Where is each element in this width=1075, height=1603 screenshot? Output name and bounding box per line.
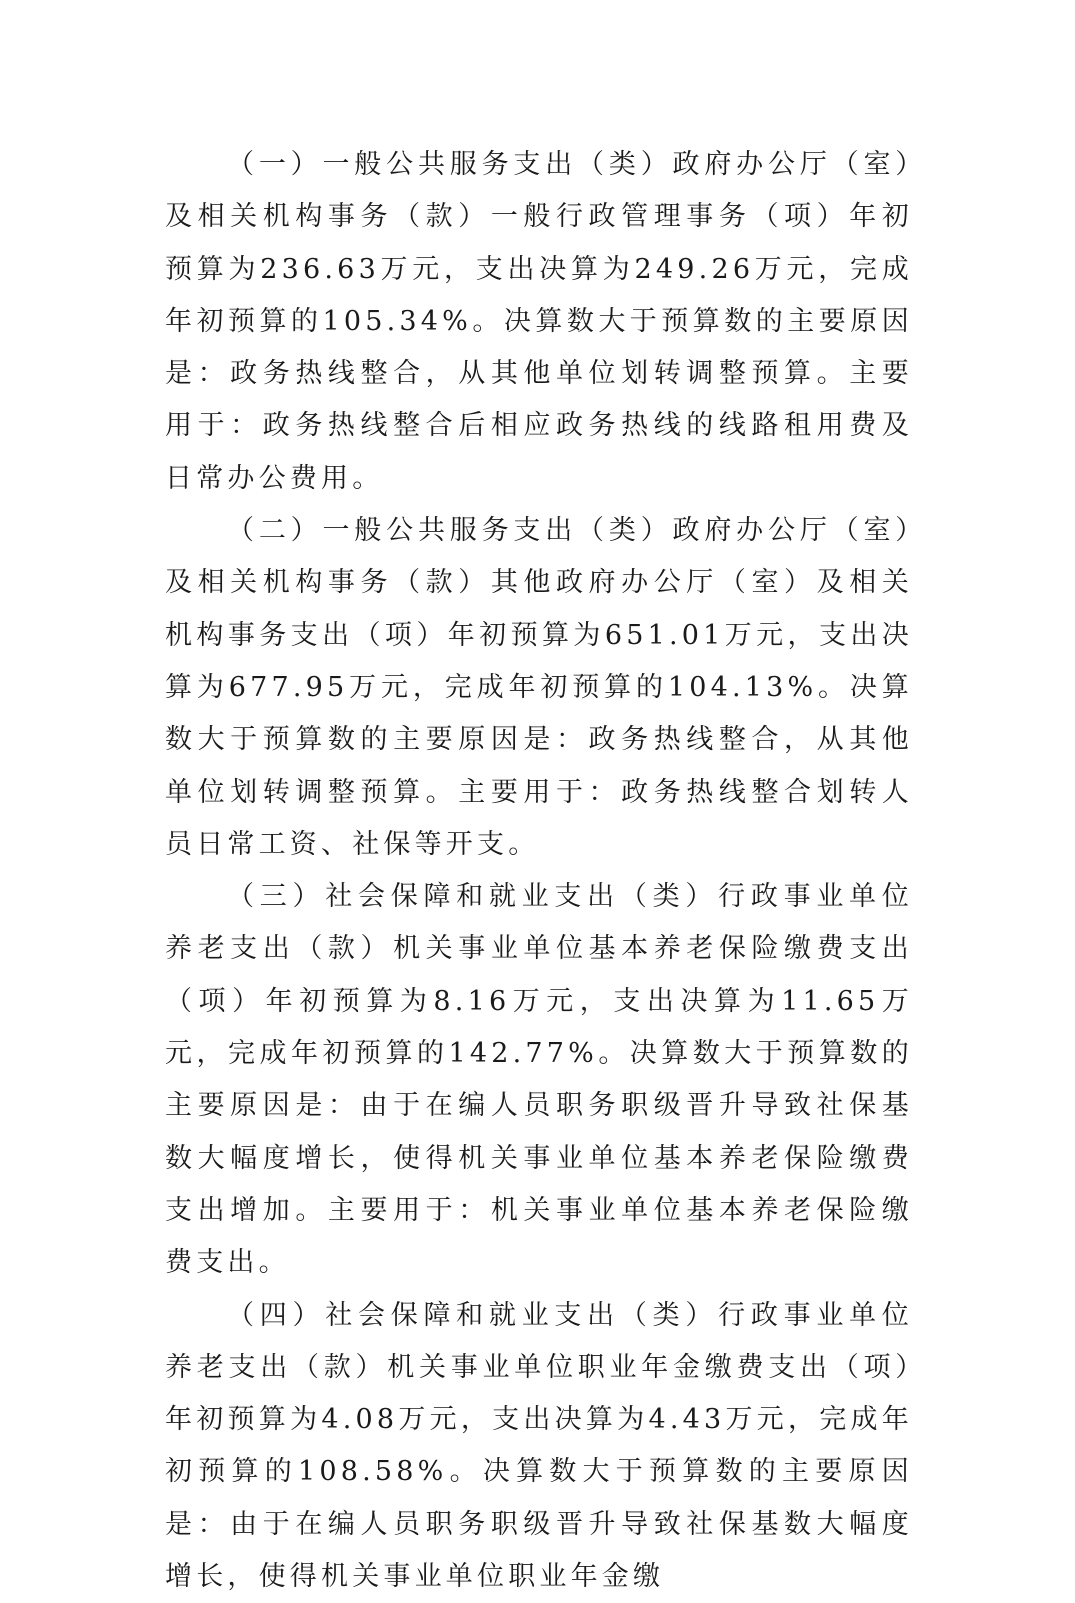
paragraph-4: （四）社会保障和就业支出（类）行政事业单位养老支出（款）机关事业单位职业年金缴费支出（项）年初预算为4.08万元，支出决算为4.43万元，完成年初预算的108.58%。决算数大于预算数的主要原因是：由于在编人员职务职级晋升导致社保基数大幅度增长，使得机关事业单位职业年金缴 [165,1299,913,1593]
paragraph-1: （一）一般公共服务支出（类）政府办公厅（室）及相关机构事务（款）一般行政管理事务（项）年初预算为236.63万元，支出决算为249.26万元，完成年初预算的105.34%。决算数大于预算数的主要原因是：政务热线整合，从其他单位划转调整预算。主要用于：政务热线整合后相应政务热线的线路租用费及日常办公费用。 [165,149,913,494]
paragraph-3: （三）社会保障和就业支出（类）行政事业单位养老支出（款）机关事业单位基本养老保险缴费支出（项）年初预算为8.16万元，支出决算为11.65万元，完成年初预算的142.77%。决算数大于预算数的主要原因是：由于在编人员职务职级晋升导致社保基数大幅度增长，使得机关事业单位基本养老保险缴费支出增加。主要用于：机关事业单位基本养老保险缴费支出。 [165,881,913,1279]
document-body [165,139,913,1603]
paragraph-2: （二）一般公共服务支出（类）政府办公厅（室）及相关机构事务（款）其他政府办公厅（室）及相关机构事务支出（项）年初预算为651.01万元，支出决算为677.95万元，完成年初预算的104.13%。决算数大于预算数的主要原因是：政务热线整合，从其他单位划转调整预算。主要用于：政务热线整合划转人员日常工资、社保等开支。 [165,515,913,860]
